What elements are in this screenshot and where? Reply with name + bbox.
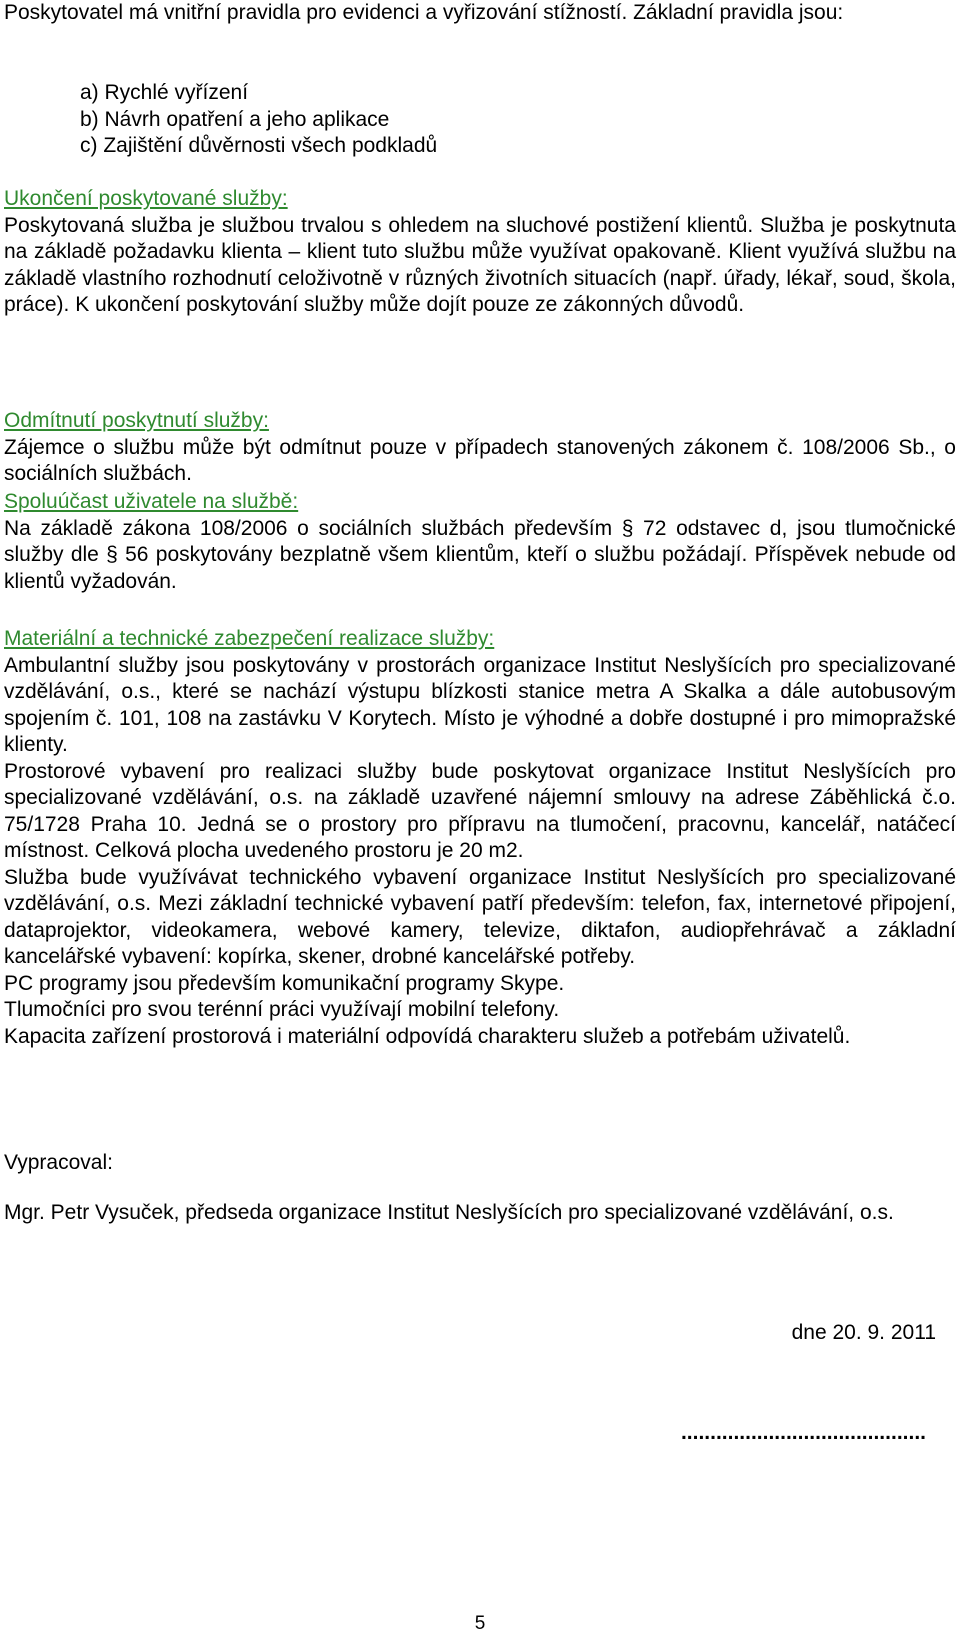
section-heading: Odmítnutí poskytnutí služby: (4, 409, 269, 432)
rules-list (80, 80, 437, 160)
section-paragraph: Tlumočníci pro svou terénní práci využívají mobilní telefony. (4, 998, 560, 1021)
section-body: Zájemce o službu může být odmítnut pouze v případech stanovených zákonem č. 108/2006 Sb., o sociálních službách. (4, 435, 956, 485)
document-date: dne 20. 9. 2011 (791, 1321, 936, 1344)
section-ukonceni (4, 186, 956, 319)
section-odmitnuti (4, 408, 956, 488)
page-number: 5 (474, 1613, 486, 1634)
intro-paragraph: Poskytovatel má vnitřní pravidla pro evidenci a vyřizování stížností. Základní pravidla jsou: (4, 1, 844, 24)
section-heading: Materiální a technické zabezpečení realizace služby: (4, 627, 495, 650)
section-heading: Ukončení poskytované služby: (4, 187, 288, 210)
prepared-by-label: Vypracoval: (4, 1151, 113, 1174)
section-paragraph: Kapacita zařízení prostorová i materiální odpovídá charakteru služeb a potřebám uživatelů. (4, 1024, 851, 1048)
section-heading: Spoluúčast uživatele na službě: (4, 490, 299, 513)
section-paragraph: PC programy jsou především komunikační programy Skype. (4, 971, 565, 995)
rule-item: a) Rychlé vyřízení (80, 81, 249, 104)
section-paragraph: Služba bude využívávat technického vybavení organizace Institut Neslyšících pro specializované vzdělávání, o.s. Mezi základní technické vybavení patří především: telefon, fax, internetové připojení, dataprojektor, videokamera, webové kamery, televize, diktafon, audiopřehrávač a základní kancelářské vybavení: kopírka, skener, drobné kancelářské potřeby. (4, 865, 956, 968)
signatory: Mgr. Petr Vysuček, předseda organizace Institut Neslyšících pro specializované vzdělávání, o.s. (4, 1201, 894, 1224)
section-spoluucast (4, 489, 956, 595)
rule-item: b) Návrh opatření a jeho aplikace (80, 107, 390, 131)
section-paragraph: Prostorové vybavení pro realizaci služby bude poskytovat organizace Institut Neslyšících pro specializované vzdělávání, o.s. na základě uzavřené nájemní smlouvy na adrese Záběhlická č.o. 75/1728 Praha 10. Jedná se o prostory pro přípravu na tlumočení, pracovnu, kancelář, natáčecí místnost. Celková plocha uvedeného prostoru je 20 m2. (4, 759, 956, 862)
signature-line: .......................................... (680, 1421, 926, 1444)
section-body: Na základě zákona 108/2006 o sociálních službách především § 72 odstavec d, jsou tlumočnické služby dle § 56 poskytovány bezplatně všem klientům, kteří o službu požádají. Příspěvek nebude od klientů vyžadován. (4, 516, 956, 593)
section-paragraph: Ambulantní služby jsou poskytovány v prostorách organizace Institut Neslyšících pro specializované vzdělávání, o.s., které se nachází výstupu blízkosti stanice metra A Skalka a dále autobusovým spojením č. 101, 108 na zastávku V Korytech. Místo je výhodné a dobře dostupné i pro mimopražské klienty. (4, 653, 956, 756)
section-body: Poskytovaná služba je službou trvalou s ohledem na sluchové postižení klientů. Služba je poskytnuta na základě požadavku klienta – klient tuto službu může využívat opakovaně. Klient využívá službu na základě vlastního rozhodnutí celoživotně v různých životních situacích (např. úřady, lékař, soud, škola, práce). K ukončení poskytování služby může dojít pouze ze zákonných důvodů. (4, 213, 956, 316)
rule-item: c) Zajištění důvěrnosti všech podkladů (80, 134, 438, 157)
section-materialni (4, 626, 956, 1050)
